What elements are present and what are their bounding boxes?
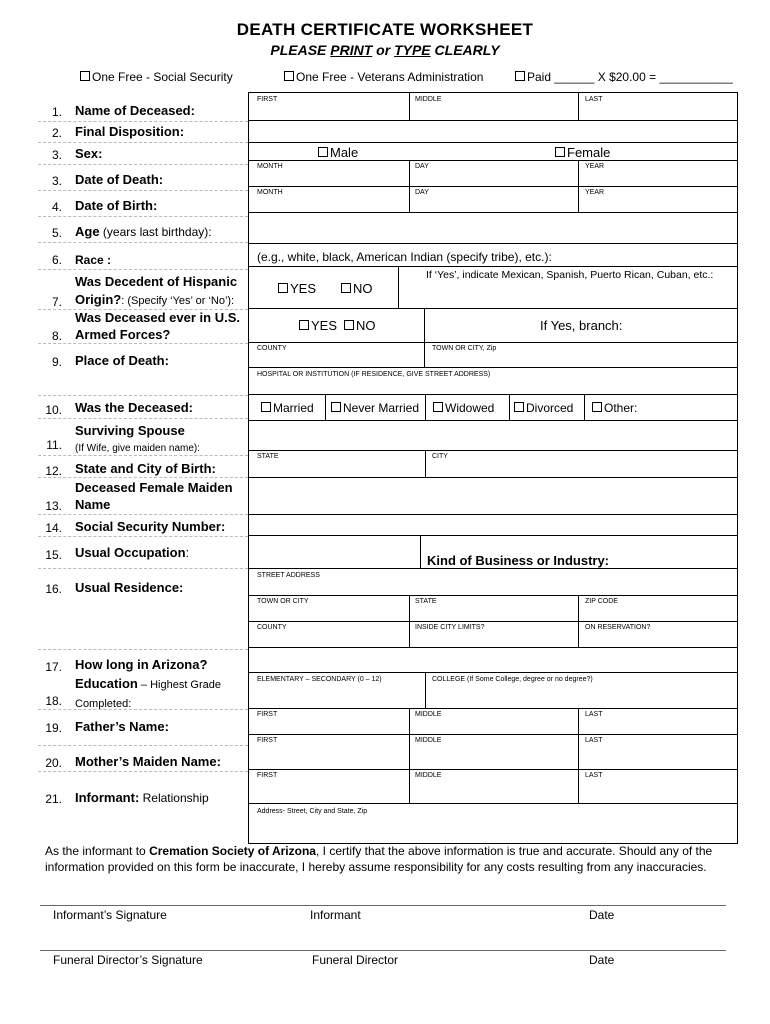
grid-line [248, 734, 738, 735]
field-mother-first[interactable]: FIRST [257, 772, 278, 779]
grid-line [425, 450, 426, 477]
signature-line[interactable] [40, 950, 726, 951]
divider [38, 477, 248, 478]
label-origin: Origin?: (Specify ‘Yes’ or ‘No’): [75, 292, 235, 307]
option-social-security[interactable]: One Free - Social Security [80, 70, 233, 84]
checkbox-icon [555, 147, 565, 157]
divider [38, 142, 248, 143]
grid-line [409, 708, 410, 769]
field-birth-day[interactable]: DAY [415, 189, 429, 196]
grid-line [325, 394, 326, 420]
divider [38, 771, 248, 772]
checkbox-icon [515, 71, 525, 81]
field-birth-year[interactable]: YEAR [585, 189, 605, 196]
label-date-of-death: Date of Death: [75, 172, 164, 187]
grid-line [248, 160, 738, 161]
field-res-county[interactable]: COUNTY [257, 624, 287, 631]
grid-line [248, 394, 738, 395]
field-reservation[interactable]: ON RESERVATION? [585, 624, 651, 631]
option-veterans-administration[interactable]: One Free - Veterans Administration [284, 70, 483, 84]
divider [38, 536, 248, 537]
label-place-of-death: Place of Death: [75, 353, 169, 368]
field-death-year[interactable]: YEAR [585, 163, 605, 170]
checkbox-icon [318, 147, 328, 157]
grid-line [409, 160, 410, 212]
checkbox-icon [514, 402, 524, 412]
page-subtitle: PLEASE PRINT or TYPE CLEARLY [270, 42, 500, 58]
row-number: 12. [45, 464, 62, 478]
label-ssn: Social Security Number: [75, 519, 226, 534]
grid-line [420, 535, 421, 568]
row-number: 1. [51, 105, 62, 119]
grid-line [248, 266, 738, 267]
grid-line [248, 420, 738, 421]
divider [38, 190, 248, 191]
row-number: 7. [51, 295, 62, 309]
field-middle[interactable]: MIDDLE [415, 96, 442, 103]
grid-line [398, 266, 399, 308]
option-armed-yes[interactable]: YES [299, 318, 337, 333]
divider [38, 121, 248, 122]
grid-line [248, 142, 738, 143]
grid-line [248, 514, 738, 515]
date-label: Date [589, 908, 615, 922]
checkbox-icon [433, 402, 443, 412]
checkbox-icon [80, 71, 90, 81]
field-birth-state[interactable]: STATE [257, 453, 279, 460]
field-informant-address[interactable]: Address- Street, City and State, Zip [257, 808, 368, 815]
grid-line [248, 243, 738, 244]
divider [38, 395, 248, 396]
label-how-long-arizona: How long in Arizona? [75, 657, 208, 672]
grid-line [248, 367, 738, 368]
label-armed-forces-2: Armed Forces? [75, 327, 171, 342]
grid-line [578, 160, 579, 212]
field-elementary[interactable]: ELEMENTARY – SECONDARY (0 – 12) [257, 676, 382, 683]
checkbox-icon [341, 283, 351, 293]
grid-line [578, 92, 579, 120]
row-number: 3. [51, 148, 62, 162]
divider [38, 343, 248, 344]
funeral-director-label: Funeral Director [312, 953, 399, 967]
grid-line [248, 535, 738, 536]
grid-line [248, 803, 738, 804]
grid-line [248, 595, 738, 596]
row-number: 20. [45, 756, 62, 770]
grid-line [248, 342, 738, 343]
option-never-married[interactable]: Never Married [331, 401, 419, 415]
grid-line [248, 477, 738, 478]
divider [38, 568, 248, 569]
label-spouse-note: (If Wife, give maiden name): [75, 443, 201, 454]
label-surviving-spouse: Surviving Spouse [75, 423, 185, 438]
row-number: 6. [51, 253, 62, 267]
label-hispanic: Was Decedent of Hispanic [75, 274, 238, 289]
field-mother-last[interactable]: LAST [585, 772, 603, 779]
field-death-day[interactable]: DAY [415, 163, 429, 170]
grid-line [248, 621, 738, 622]
row-number: 14. [45, 521, 62, 535]
row-number: 5. [51, 226, 62, 240]
field-res-zip[interactable]: ZIP CODE [585, 598, 618, 605]
field-last[interactable]: LAST [585, 96, 603, 103]
grid-line [409, 595, 410, 647]
page-title: DEATH CERTIFICATE WORKSHEET [236, 20, 534, 39]
label-birthplace: State and City of Birth: [75, 461, 216, 476]
row-number: 21. [45, 792, 62, 806]
field-father-last[interactable]: LAST [585, 711, 603, 718]
grid-line [409, 769, 410, 803]
label-father: Father’s Name: [75, 719, 169, 734]
option-married[interactable]: Married [261, 401, 314, 415]
row-number: 9. [51, 355, 62, 369]
grid-line [248, 672, 738, 673]
grid-line [248, 450, 738, 451]
field-first[interactable]: FIRST [257, 96, 278, 103]
divider [38, 514, 248, 515]
grid-line [248, 212, 738, 213]
row-number: 15. [45, 548, 62, 562]
certification-text: As the informant to Cremation Society of Arizona, I certify that the above information is true and accurate. Should any of the information provided on this form be inaccurate, I hereby assume responsibility for any costs resulting from any inaccuracies. [45, 844, 713, 874]
grid-line [584, 394, 585, 420]
option-hispanic-yes[interactable]: YES [278, 281, 316, 296]
label-residence: Usual Residence: [75, 580, 184, 595]
field-college[interactable]: COLLEGE (If Some College, degree or no degree?) [432, 676, 593, 683]
field-street[interactable]: STREET ADDRESS [257, 572, 320, 579]
field-birth-month[interactable]: MONTH [257, 189, 283, 196]
option-other[interactable]: Other: [592, 401, 637, 415]
row-number: 4. [51, 200, 62, 214]
divider [38, 164, 248, 165]
label-final-disposition: Final Disposition: [75, 124, 185, 139]
checkbox-icon [284, 71, 294, 81]
row-number: 2. [51, 126, 62, 140]
divider [38, 242, 248, 243]
field-birth-city[interactable]: CITY [432, 453, 448, 460]
funeral-director-signature-label: Funeral Director’s Signature [53, 953, 203, 967]
grid-line [248, 308, 738, 309]
grid-line [409, 92, 410, 120]
informant-label: Informant [310, 908, 361, 922]
grid-line [578, 769, 579, 803]
grid-line [248, 186, 738, 187]
field-father-last-2[interactable]: LAST [585, 737, 603, 744]
grid-line [509, 394, 510, 420]
option-paid[interactable]: Paid ______ X $20.00 = ___________ [515, 70, 733, 84]
row-number: 3. [51, 174, 62, 188]
checkbox-icon [592, 402, 602, 412]
label-age: Age (years last birthday): [75, 224, 212, 239]
option-male[interactable]: Male [318, 145, 358, 160]
grid-line [425, 672, 426, 708]
row-number: 10. [45, 403, 62, 417]
hispanic-hint: If ‘Yes’, indicate Mexican, Spanish, Puerto Rican, Cuban, etc.: [426, 269, 714, 281]
label-education: Education – Highest Grade [75, 676, 221, 691]
form-grid [248, 92, 738, 844]
divider [38, 745, 248, 746]
row-number: 19. [45, 721, 62, 735]
grid-line [248, 769, 738, 770]
divider [38, 418, 248, 419]
field-father-first-2[interactable]: FIRST [257, 737, 278, 744]
grid-line [578, 595, 579, 647]
grid-line [248, 647, 738, 648]
field-county[interactable]: COUNTY [257, 345, 287, 352]
checkbox-icon [344, 320, 354, 330]
divider [38, 649, 248, 650]
label-race: Race : [75, 253, 112, 267]
row-number: 16. [45, 582, 62, 596]
label-marital-status: Was the Deceased: [75, 400, 194, 415]
checkbox-icon [299, 320, 309, 330]
label-sex: Sex: [75, 146, 103, 161]
label-maiden: Deceased Female Maiden [75, 480, 233, 495]
option-divorced[interactable]: Divorced [514, 401, 573, 415]
divider [38, 709, 248, 710]
checkbox-icon [331, 402, 341, 412]
race-hint: (e.g., white, black, American Indian (specify tribe), etc.): [257, 250, 552, 264]
checkbox-icon [261, 402, 271, 412]
row-number: 18. [45, 694, 62, 708]
informant-signature-label: Informant’s Signature [53, 908, 167, 922]
label-armed-forces: Was Deceased ever in U.S. [75, 310, 240, 325]
grid-line [425, 394, 426, 420]
option-female[interactable]: Female [555, 145, 610, 160]
date-label: Date [589, 953, 615, 967]
grid-line [578, 708, 579, 769]
field-town-zip[interactable]: TOWN OR CITY, Zip [432, 345, 497, 352]
label-education-2: Completed: [75, 698, 132, 710]
option-widowed[interactable]: Widowed [433, 401, 494, 415]
label-date-of-birth: Date of Birth: [75, 198, 158, 213]
grid-line [248, 708, 738, 709]
label-occupation: Usual Occupation: [75, 545, 190, 560]
divider [38, 269, 248, 270]
field-father-middle[interactable]: MIDDLE [415, 711, 442, 718]
field-inside-limits[interactable]: INSIDE CITY LIMITS? [415, 624, 485, 631]
field-hospital[interactable]: HOSPITAL OR INSTITUTION (IF RESIDENCE, GIVE STREET ADDRESS) [257, 371, 491, 378]
field-res-state[interactable]: STATE [415, 598, 437, 605]
branch-label: If Yes, branch: [540, 318, 623, 333]
field-father-first[interactable]: FIRST [257, 711, 278, 718]
field-father-middle-2[interactable]: MIDDLE [415, 737, 442, 744]
option-armed-no[interactable]: NO [344, 318, 376, 333]
label-informant: Informant: Relationship [75, 790, 209, 805]
label-maiden-2: Name [75, 497, 111, 512]
grid-line [424, 308, 425, 367]
row-number: 13. [45, 499, 62, 513]
divider [38, 455, 248, 456]
label-mother: Mother’s Maiden Name: [75, 754, 221, 769]
field-res-town[interactable]: TOWN OR CITY [257, 598, 309, 605]
grid-line [248, 568, 738, 569]
divider [38, 216, 248, 217]
kind-of-business-label: Kind of Business or Industry: [427, 553, 610, 568]
field-mother-middle[interactable]: MIDDLE [415, 772, 442, 779]
row-number: 17. [45, 660, 62, 674]
option-hispanic-no[interactable]: NO [341, 281, 373, 296]
label-name-of-deceased: Name of Deceased: [75, 103, 195, 118]
signature-line[interactable] [40, 905, 726, 906]
checkbox-icon [278, 283, 288, 293]
row-number: 11. [46, 438, 62, 452]
field-death-month[interactable]: MONTH [257, 163, 283, 170]
row-number: 8. [51, 329, 62, 343]
grid-line [248, 120, 738, 121]
